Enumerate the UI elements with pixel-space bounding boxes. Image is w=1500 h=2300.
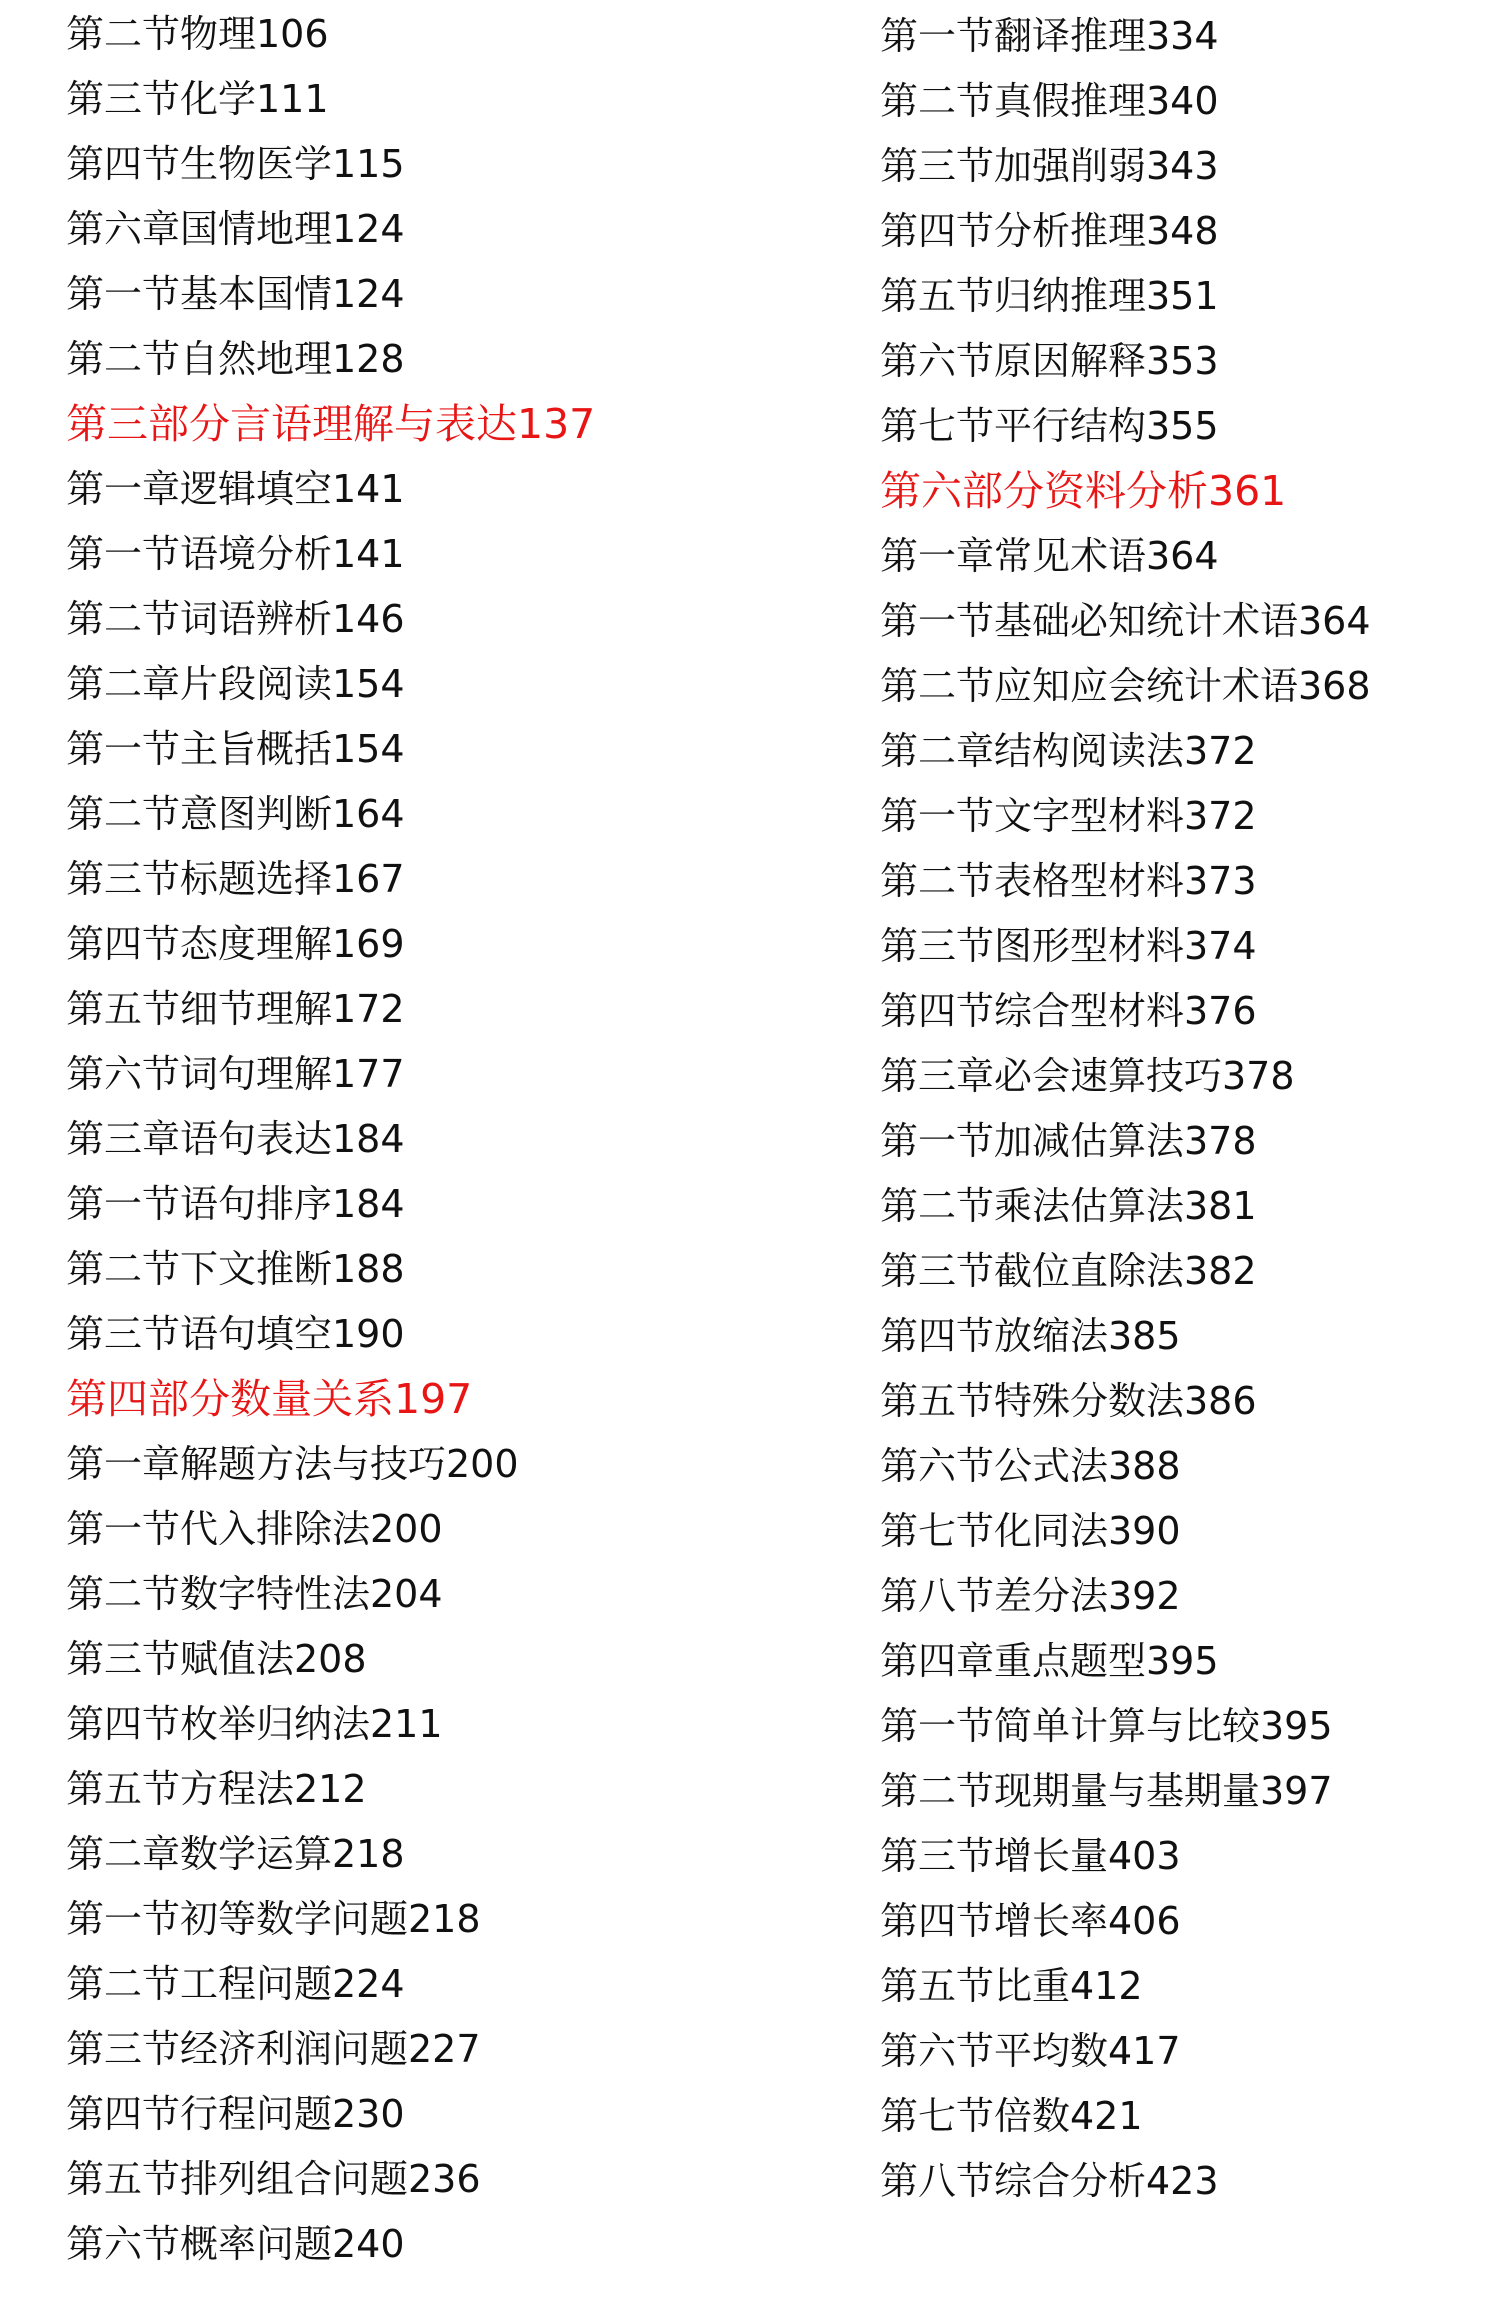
toc-section-entry: 第二节现期量与基期量397 [880,1769,1333,1813]
toc-section-entry: 第一节初等数学问题218 [66,1897,481,1941]
toc-chapter-entry: 第三章必会速算技巧378 [880,1054,1295,1098]
toc-section-entry: 第一节主旨概括154 [66,727,405,771]
toc-chapter-entry: 第二章片段阅读154 [66,662,405,706]
toc-section-entry: 第六节概率问题240 [66,2222,405,2266]
toc-part-heading: 第三部分言语理解与表达137 [66,400,596,448]
toc-section-entry: 第二节下文推断188 [66,1247,405,1291]
toc-section-entry: 第七节倍数421 [880,2094,1143,2138]
toc-section-entry: 第六节词句理解177 [66,1052,405,1096]
toc-section-entry: 第四节综合型材料376 [880,989,1257,1033]
toc-section-entry: 第四节态度理解169 [66,922,405,966]
toc-section-entry: 第五节特殊分数法386 [880,1379,1257,1423]
toc-section-entry: 第五节归纳推理351 [880,274,1219,318]
toc-section-entry: 第一节简单计算与比较395 [880,1704,1333,1748]
toc-chapter-entry: 第六章国情地理124 [66,207,405,251]
toc-chapter-entry: 第一章逻辑填空141 [66,467,405,511]
toc-chapter-entry: 第二章数学运算218 [66,1832,405,1876]
toc-section-entry: 第五节比重412 [880,1964,1143,2008]
toc-section-entry: 第二节词语辨析146 [66,597,405,641]
toc-section-entry: 第五节细节理解172 [66,987,405,1031]
toc-chapter-entry: 第二章结构阅读法372 [880,729,1257,773]
toc-section-entry: 第一节文字型材料372 [880,794,1257,838]
toc-section-entry: 第五节方程法212 [66,1767,367,1811]
toc-section-entry: 第二节表格型材料373 [880,859,1257,903]
toc-right-column [880,4,1480,2214]
toc-section-entry: 第二节自然地理128 [66,337,405,381]
toc-part-heading: 第四部分数量关系197 [66,1375,473,1423]
toc-section-entry: 第一节翻译推理334 [880,14,1219,58]
toc-section-entry: 第二节乘法估算法381 [880,1184,1257,1228]
toc-section-entry: 第一节代入排除法200 [66,1507,443,1551]
toc-chapter-entry: 第三章语句表达184 [66,1117,405,1161]
toc-section-entry: 第五节排列组合问题236 [66,2157,481,2201]
toc-section-entry: 第四节行程问题230 [66,2092,405,2136]
toc-section-entry: 第一节语句排序184 [66,1182,405,1226]
toc-section-entry: 第六节平均数417 [880,2029,1181,2073]
toc-section-entry: 第三节加强削弱343 [880,144,1219,188]
toc-section-entry: 第三节化学111 [66,77,329,121]
toc-section-entry: 第三节语句填空190 [66,1312,405,1356]
toc-section-entry: 第一节加减估算法378 [880,1119,1257,1163]
toc-section-entry: 第三节赋值法208 [66,1637,367,1681]
toc-section-entry: 第八节综合分析423 [880,2159,1219,2203]
toc-chapter-entry: 第四章重点题型395 [880,1639,1219,1683]
toc-section-entry: 第三节标题选择167 [66,857,405,901]
toc-part-heading: 第六部分资料分析361 [880,467,1287,515]
toc-section-entry: 第七节平行结构355 [880,404,1219,448]
toc-section-entry: 第三节增长量403 [880,1834,1181,1878]
toc-chapter-entry: 第一章常见术语364 [880,534,1219,578]
toc-section-entry: 第四节生物医学115 [66,142,405,186]
toc-section-entry: 第三节图形型材料374 [880,924,1257,968]
toc-section-entry: 第七节化同法390 [880,1509,1181,1553]
toc-left-column [66,2,826,2277]
toc-section-entry: 第二节物理106 [66,12,329,56]
toc-section-entry: 第六节原因解释353 [880,339,1219,383]
toc-section-entry: 第二节应知应会统计术语368 [880,664,1371,708]
toc-section-entry: 第一节基础必知统计术语364 [880,599,1371,643]
toc-section-entry: 第四节放缩法385 [880,1314,1181,1358]
toc-section-entry: 第四节增长率406 [880,1899,1181,1943]
toc-section-entry: 第三节截位直除法382 [880,1249,1257,1293]
toc-section-entry: 第四节分析推理348 [880,209,1219,253]
toc-section-entry: 第二节数字特性法204 [66,1572,443,1616]
toc-section-entry: 第一节基本国情124 [66,272,405,316]
toc-section-entry: 第二节真假推理340 [880,79,1219,123]
toc-section-entry: 第四节枚举归纳法211 [66,1702,443,1746]
toc-section-entry: 第八节差分法392 [880,1574,1181,1618]
toc-section-entry: 第三节经济利润问题227 [66,2027,481,2071]
toc-section-entry: 第一节语境分析141 [66,532,405,576]
toc-section-entry: 第二节意图判断164 [66,792,405,836]
toc-chapter-entry: 第一章解题方法与技巧200 [66,1442,519,1486]
toc-section-entry: 第二节工程问题224 [66,1962,405,2006]
toc-section-entry: 第六节公式法388 [880,1444,1181,1488]
